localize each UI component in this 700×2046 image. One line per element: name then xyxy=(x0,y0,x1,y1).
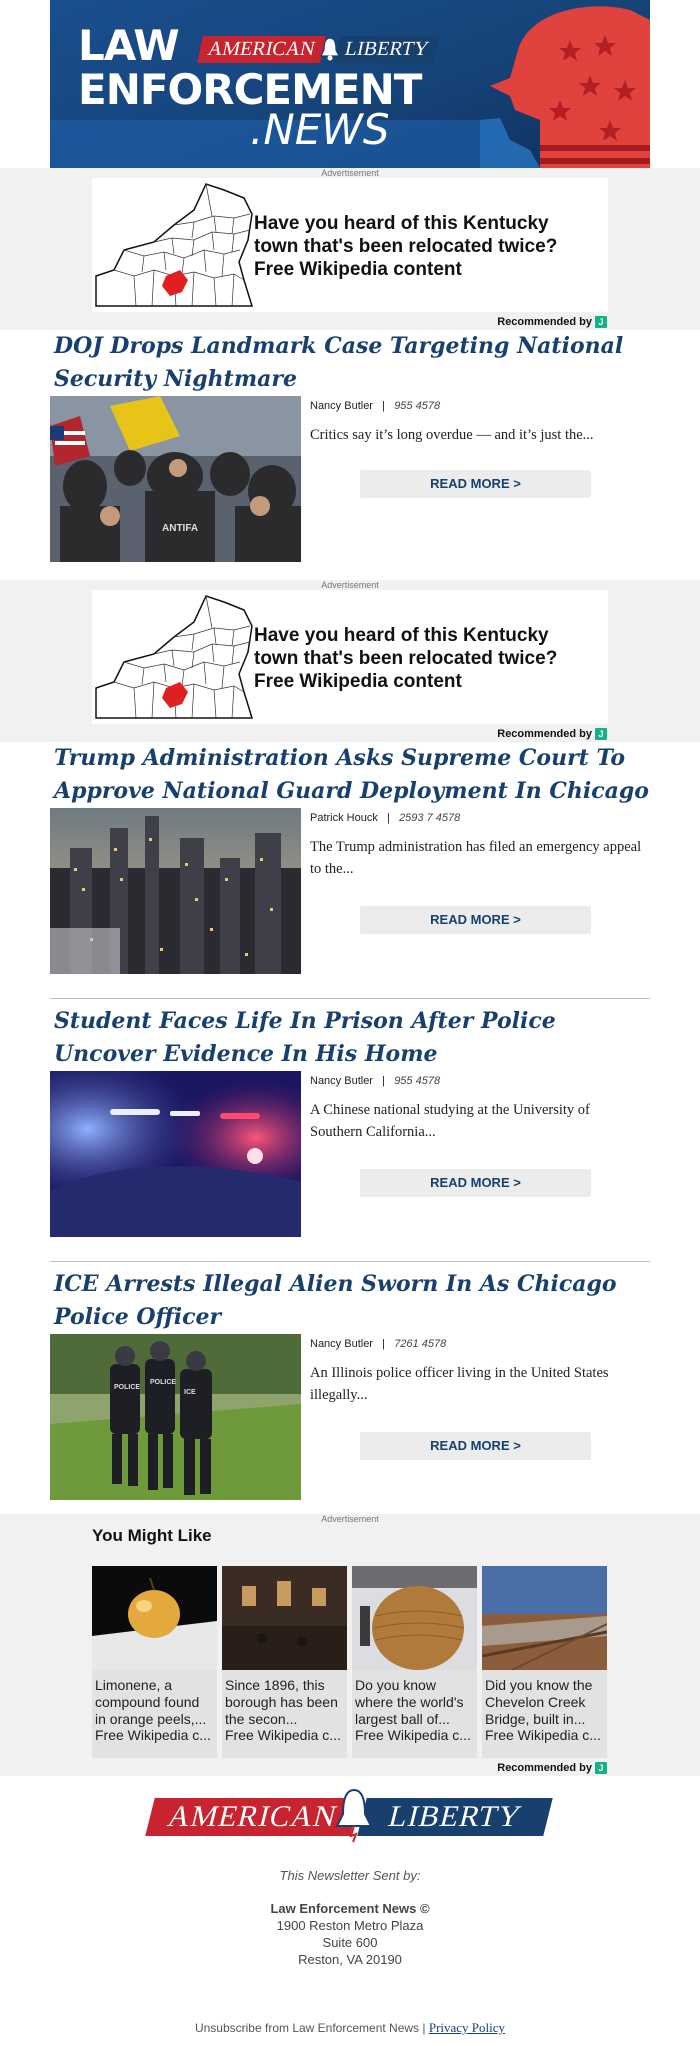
recommended-by[interactable] xyxy=(497,1762,607,1774)
you-might-like-heading: You Might Like xyxy=(92,1526,212,1545)
read-more-button[interactable]: READ MORE > xyxy=(360,1432,591,1460)
footer-address-line: Suite 600 xyxy=(322,1935,378,1950)
american-liberty-logo[interactable] xyxy=(150,1786,550,1846)
liberty-bell-icon xyxy=(319,36,341,62)
recommendation-card[interactable] xyxy=(92,1566,217,1758)
card-source: Free Wikipedia c... xyxy=(95,1727,211,1743)
article-meta: Nancy Butler | 7261 4578 xyxy=(310,1338,447,1350)
ad-label: Advertisement xyxy=(321,580,379,590)
footer-address-line: Reston, VA 20190 xyxy=(298,1952,402,1967)
article-title[interactable]: ICE Arrests Illegal Alien Sworn In As Chicago Police Officer xyxy=(54,1271,617,1330)
article-item xyxy=(50,1005,650,1237)
card-source: Free Wikipedia c... xyxy=(485,1727,601,1743)
article-id: 955 4578 xyxy=(394,400,441,412)
read-more-button[interactable]: READ MORE > xyxy=(360,1169,591,1197)
footer-address xyxy=(0,1900,700,1968)
recommended-by-label: Recommended by xyxy=(497,316,592,328)
article-item xyxy=(50,330,650,562)
svg-text:POLICE: POLICE xyxy=(150,1379,177,1386)
kentucky-map-image xyxy=(94,180,254,310)
recommender-logo-icon: J xyxy=(595,728,607,740)
article-meta: Nancy Butler | 955 4578 xyxy=(310,400,441,412)
article-id: 2593 7 4578 xyxy=(399,812,461,824)
article-excerpt: A Chinese national studying at the University of Southern California... xyxy=(310,1102,590,1140)
banner-line-law: LAW xyxy=(78,21,179,70)
footer-logo-liberty: LIBERTY xyxy=(357,1798,552,1836)
patriot-profile-graphic xyxy=(480,0,650,168)
ad-headline[interactable]: Have you heard of this Kentucky town that's been relocated twice? Free Wikipedia content xyxy=(254,625,558,692)
read-more-button[interactable]: READ MORE > xyxy=(360,906,591,934)
recommendation-card[interactable] xyxy=(222,1566,347,1758)
footer-links xyxy=(0,2020,700,2036)
article-author: Nancy Butler xyxy=(310,400,373,412)
badge-liberty: LIBERTY xyxy=(334,36,439,63)
recommended-by-label: Recommended by xyxy=(497,1762,592,1774)
recommender-logo-icon: J xyxy=(595,316,607,328)
article-meta: Patrick Houck | 2593 7 4578 xyxy=(310,812,461,824)
recommendation-card[interactable] xyxy=(352,1566,477,1758)
article-excerpt: The Trump administration has filed an emergency appeal to the... xyxy=(310,839,642,877)
recommendation-card[interactable] xyxy=(482,1566,607,1758)
article-image-police-lights[interactable] xyxy=(50,1071,301,1237)
card-image-twine-ball xyxy=(352,1566,477,1670)
liberty-bell-icon xyxy=(334,1786,374,1844)
footer-logo-american: AMERICAN xyxy=(145,1798,359,1836)
card-text: Do you know where the world's largest ball of... xyxy=(355,1677,464,1727)
article-author: Nancy Butler xyxy=(310,1075,373,1087)
ad-label: Advertisement xyxy=(321,1514,379,1524)
footer-address-line: 1900 Reston Metro Plaza xyxy=(276,1918,424,1933)
badge-american: AMERICAN xyxy=(197,36,325,63)
privacy-policy-link[interactable]: Privacy Policy xyxy=(428,2020,506,2035)
article-author: Nancy Butler xyxy=(310,1338,373,1350)
recommendation-cards xyxy=(92,1566,608,1758)
advertisement-block xyxy=(0,580,700,742)
article-title[interactable]: Trump Administration Asks Supreme Court To Approve National Guard Deployment In Chicago xyxy=(54,745,649,804)
unsubscribe-link[interactable]: Unsubscribe from Law Enforcement News | xyxy=(194,2021,426,2035)
kentucky-map-image xyxy=(94,592,254,722)
recommender-logo-icon: J xyxy=(595,1762,607,1774)
footer-org: Law Enforcement News © xyxy=(270,1901,430,1916)
article-title[interactable]: DOJ Drops Landmark Case Targeting National Security Nightmare xyxy=(54,333,624,392)
article-excerpt: Critics say it’s long overdue — and it’s just the... xyxy=(310,427,594,443)
article-image-protest[interactable] xyxy=(50,396,301,562)
article-divider xyxy=(50,998,650,999)
card-source: Free Wikipedia c... xyxy=(355,1727,471,1743)
card-text: Did you know the Chevelon Creek Bridge, built in... xyxy=(485,1677,593,1727)
banner-line-news: .NEWS xyxy=(250,105,390,154)
card-text: Limonene, a compound found in orange peels,... xyxy=(95,1677,207,1727)
ad-card[interactable] xyxy=(92,590,608,724)
header-banner[interactable] xyxy=(50,0,650,168)
article-item xyxy=(50,742,650,974)
card-source: Free Wikipedia c... xyxy=(225,1727,341,1743)
read-more-button[interactable]: READ MORE > xyxy=(360,470,591,498)
article-item xyxy=(50,1268,650,1500)
article-id: 7261 4578 xyxy=(394,1338,447,1350)
article-divider xyxy=(50,1261,650,1262)
article-excerpt: An Illinois police officer living in the United States illegally... xyxy=(310,1365,609,1403)
advertisement-block xyxy=(0,168,700,330)
ad-card[interactable] xyxy=(92,178,608,312)
sent-by-label: This Newsletter Sent by: xyxy=(279,1868,421,1883)
article-title[interactable]: Student Faces Life In Prison After Police Uncover Evidence In His Home xyxy=(54,1008,556,1067)
american-liberty-badge xyxy=(200,34,436,64)
card-image-limonene xyxy=(92,1566,217,1670)
svg-text:ICE: ICE xyxy=(184,1389,196,1396)
article-image-ice-arrest[interactable] xyxy=(50,1334,301,1500)
card-text: Since 1896, this borough has been the secon... xyxy=(225,1677,338,1727)
svg-text:POLICE: POLICE xyxy=(114,1384,141,1391)
svg-text:ANTIFA: ANTIFA xyxy=(162,523,199,534)
ad-label: Advertisement xyxy=(321,168,379,178)
article-meta: Nancy Butler | 955 4578 xyxy=(310,1075,441,1087)
recommended-by-label: Recommended by xyxy=(497,728,592,740)
recommended-by[interactable] xyxy=(497,316,607,328)
card-image-bridge xyxy=(482,1566,607,1670)
article-id: 955 4578 xyxy=(394,1075,441,1087)
you-might-like-block xyxy=(0,1514,700,1776)
recommended-by[interactable] xyxy=(497,728,607,740)
article-image-chicago-skyline[interactable] xyxy=(50,808,301,974)
article-author: Patrick Houck xyxy=(310,812,378,824)
card-image-borough xyxy=(222,1566,347,1670)
ad-headline[interactable]: Have you heard of this Kentucky town that's been relocated twice? Free Wikipedia content xyxy=(254,213,558,280)
banner-line-enforcement: ENFORCEMENT xyxy=(78,65,422,114)
